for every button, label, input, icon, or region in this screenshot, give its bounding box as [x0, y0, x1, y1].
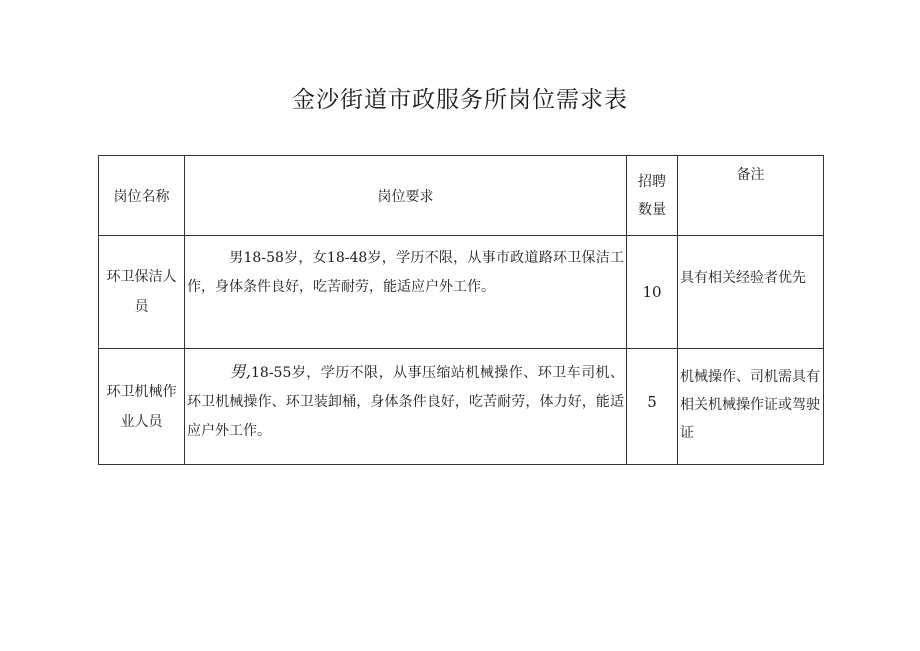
note-cell: 机械操作、司机需具有相关机械操作证或驾驶证 [678, 349, 824, 465]
note-cell: 具有相关经验者优先 [678, 236, 824, 349]
requirements-cell [185, 349, 627, 465]
requirements-lead-text: 男, [229, 362, 252, 381]
requirements-text: 男18-58岁，女18-48岁，学历不限，从事市政道路环卫保洁工作，身体条件良好，吃苦耐劳，能适应户外工作。 [187, 250, 624, 295]
requirements-text: 18-55岁，学历不限，从事压缩站机械操作、环卫车司机、环卫机械操作、环卫装卸桶，身体条件良好，吃苦耐劳，体力好，能适应户外工作。 [187, 365, 624, 439]
header-count-line1: 招聘 [638, 173, 666, 190]
hiring-count-cell: 10 [627, 236, 678, 349]
job-requirements-table [98, 155, 824, 465]
requirements-cell [185, 236, 627, 349]
table-header-row [99, 156, 824, 236]
hiring-count-cell: 5 [627, 349, 678, 465]
header-position-name: 岗位名称 [99, 156, 185, 236]
position-name-cell: 环卫机械作业人员 [99, 349, 185, 465]
header-hiring-count [627, 156, 678, 236]
table-row [99, 349, 824, 465]
header-requirements: 岗位要求 [185, 156, 627, 236]
table-row [99, 236, 824, 349]
header-note: 备注 [678, 156, 824, 236]
document-title: 金沙街道市政服务所岗位需求表 [292, 87, 628, 113]
position-name-cell: 环卫保洁人员 [99, 236, 185, 349]
header-count-line2: 数量 [638, 201, 666, 218]
